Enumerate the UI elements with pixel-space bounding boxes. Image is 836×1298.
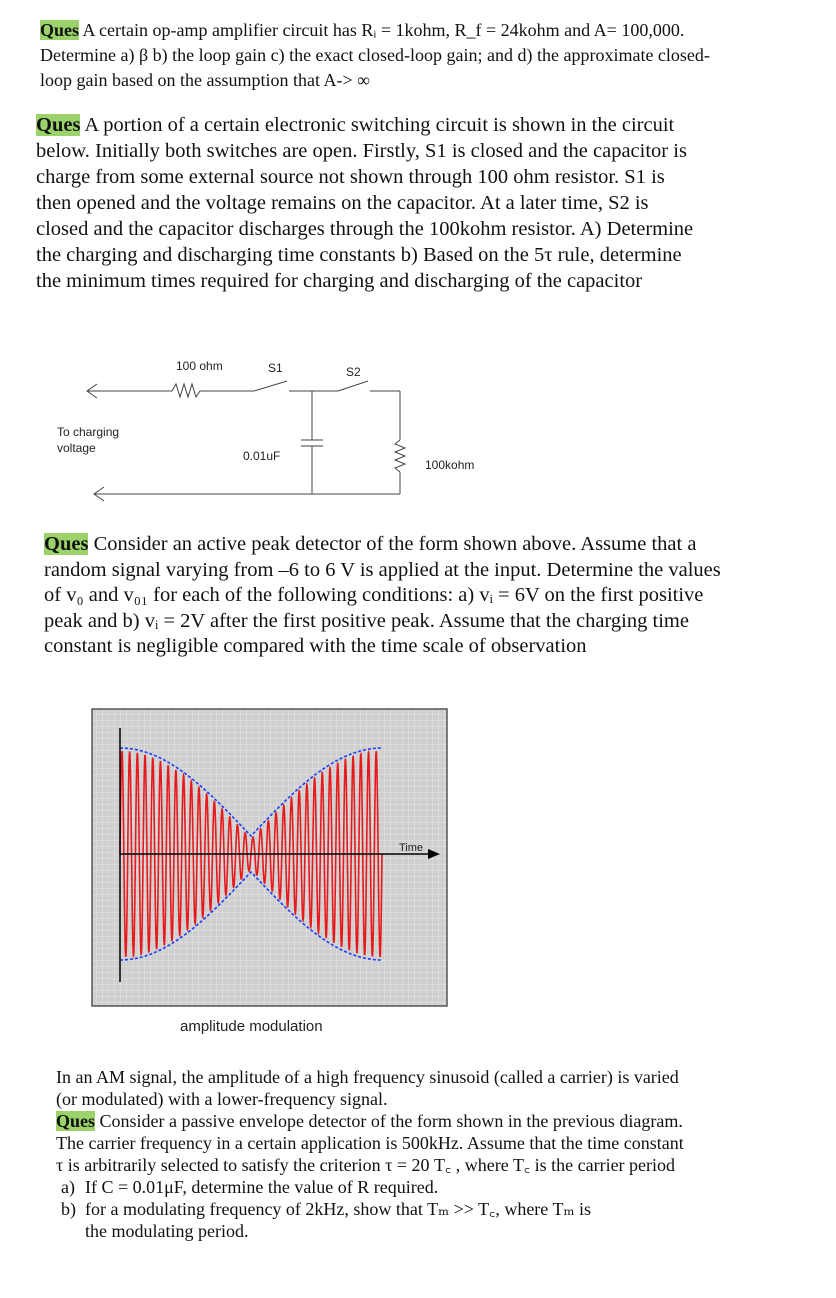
s1-label: S1 [268, 361, 283, 375]
capacitor-label: 0.01uF [243, 449, 281, 463]
resistor-100kohm [395, 440, 405, 472]
ques-tag: Ques [36, 114, 81, 136]
ques-tag: Ques [44, 533, 89, 555]
switch-s1 [254, 381, 287, 391]
question-text: Consider an active peak detector of the form shown above. Assume that a random signal varying from –6 to 6 V is applied at the input. Determine the values of v₀ and v₀₁ for each of the following conditions: a) vᵢ = 6V on the first positive peak and b) vᵢ = 2V after the first positive peak. Assume that the charging time constant is negligible compared with the time scale of observation [44, 533, 721, 658]
r1-label: 100 ohm [176, 359, 223, 373]
time-axis-label: Time [399, 842, 424, 854]
ques-tag: Ques [56, 1111, 96, 1131]
ques-tag: Ques [40, 20, 80, 40]
list-item: the modulating period. [85, 1221, 249, 1241]
question-2 [36, 112, 696, 294]
question-text: A certain op-amp amplifier circuit has Rᵢ = 1kohm, R_f = 24kohm and A= 100,000. Determine a) β b) the loop gain c) the exact closed-loop gain; and d) the approximate closed-loop gain based on the assumption that A-> ∞ [40, 20, 710, 90]
s2-label: S2 [346, 365, 361, 379]
question-4 [56, 1066, 686, 1242]
list-item: a) If C = 0.01μF, determine the value of R required. [61, 1177, 439, 1197]
question-3 [44, 532, 724, 660]
switch-s2 [338, 381, 368, 391]
amplitude-modulation-figure [0, 700, 836, 1045]
switching-circuit-diagram [0, 340, 836, 530]
resistor-100ohm [172, 384, 200, 397]
figure-caption: amplitude modulation [180, 1018, 323, 1035]
source-label: To charging [57, 425, 120, 439]
question-text: Consider a passive envelope detector of the form shown in the previous diagram. The carrier frequency in a certain application is 500kHz. Assume that the time constant τ is arbitrarily selected to satisfy the criterion τ = 20 T꜀ , where T꜀ is the carrier period [56, 1111, 684, 1175]
resistor-100kohm-label: 100kohm [425, 458, 475, 472]
am-intro-text: In an AM signal, the amplitude of a high frequency sinusoid (called a carrier) is varied (or modulated) with a lower-frequency signal. [56, 1067, 679, 1109]
plot-background [92, 709, 447, 1006]
question-1 [40, 18, 740, 93]
list-item: b) for a modulating frequency of 2kHz, show that Tₘ >> T꜀, where Tₘ is [61, 1199, 592, 1219]
question-text: A portion of a certain electronic switching circuit is shown in the circuit below. Initially both switches are open. Firstly, S1 is closed and the capacitor is charge from some external source not shown through 100 ohm resistor. S1 is then opened and the voltage remains on the capacitor. At a later time, S2 is closed and the capacitor discharges through the 100kohm resistor. A) Determine the charging and discharging time constants b) Based on the 5τ rule, determine the minimum times required for charging and discharging of the capacitor [36, 114, 694, 292]
source-label: voltage [57, 441, 96, 455]
